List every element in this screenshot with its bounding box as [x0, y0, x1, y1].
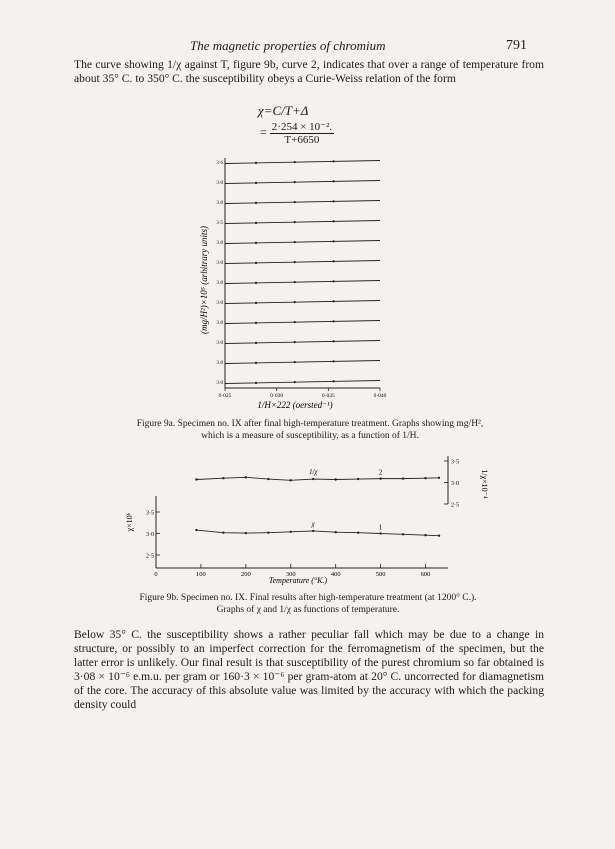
- figure-9a-y-tick-label: 3·0: [216, 321, 223, 326]
- figure-9a-x-tick-label: 0·025: [218, 393, 232, 399]
- figure-9a-series-line: [225, 181, 380, 184]
- figure-9b-left-tick-label: 2·5: [146, 553, 154, 560]
- figure-9a-point: [332, 220, 334, 222]
- figure-9a-point: [294, 341, 296, 343]
- figure-9b-caption-line2: Graphs of χ and 1/χ as functions of temperature.: [216, 605, 400, 615]
- figure-9a-series-line: [225, 321, 380, 324]
- figure-9a-point: [332, 180, 334, 182]
- figure-9b-point: [334, 478, 336, 480]
- figure-9a-point: [255, 182, 257, 184]
- figure-9b-x-tick-label: 600: [420, 571, 431, 578]
- figure-9a-point: [255, 162, 257, 164]
- figure-9b-point: [195, 478, 197, 480]
- figure-9b-chart: [108, 452, 508, 587]
- figure-9b-point: [222, 477, 224, 479]
- figure-9b-point: [357, 531, 359, 533]
- figure-9a-point: [255, 242, 257, 244]
- figure-9b-left-ylabel: χ×10⁶: [125, 512, 134, 532]
- figure-9b-x-tick-label: 200: [240, 571, 251, 578]
- figure-9a-point: [332, 200, 334, 202]
- figure-9b-point: [379, 477, 381, 479]
- figure-9b-right-tick-label: 3·0: [451, 481, 459, 487]
- figure-9a-series-line: [225, 201, 380, 204]
- figure-9a-series-line: [225, 221, 380, 224]
- figure-9b-left-tick-label: 3·0: [146, 532, 154, 538]
- figure-9b-right-tick-label: 2·5: [451, 502, 459, 509]
- figure-9a-point: [255, 202, 257, 204]
- figure-9a-xlabel: 1/H×222 (oersted⁻¹): [257, 400, 333, 410]
- closing-paragraph: Below 35° C. the susceptibility shows a rather peculiar fall which may be due to a change in structure, or possibly to an imperfect correction for the ferromagnetism of the specimen, but the latter error is unlikely. Our final result is that susceptibility of the purest chromium so far obtained is 3·08 × 10⁻⁶ e.m.u. per gram or 160·3 × 10⁻⁶ per gram-atom at 20° C. uncorrected for diamagnetism of the core. The accuracy of this absolute value was limited by the accuracy with which the packing density could: [74, 628, 544, 711]
- figure-9a-y-tick-label: 3·0: [216, 281, 223, 286]
- figure-9a-point: [294, 301, 296, 303]
- figure-9b-caption-line1: Figure 9b. Specimen no. IX. Final results after high-temperature treatment (at 1200° C.).: [139, 593, 477, 603]
- figure-9a-series-line: [225, 341, 380, 344]
- figure-9a-point: [255, 302, 257, 304]
- figure-9a-point: [332, 160, 334, 162]
- figure-9a-point: [332, 280, 334, 282]
- figure-9a-point: [294, 241, 296, 243]
- figure-9a-point: [332, 320, 334, 322]
- figure-9a-point: [294, 201, 296, 203]
- figure-9a-x-tick-label: 0·030: [270, 393, 284, 399]
- figure-9b-x-tick-label: 100: [196, 571, 206, 578]
- figure-9b-point: [195, 529, 197, 531]
- figure-9b-x-tick-label: 0: [154, 571, 158, 578]
- running-title: The magnetic properties of chromium: [190, 38, 386, 53]
- figure-9b-point: [245, 532, 247, 534]
- figure-9a-series-line: [225, 161, 380, 164]
- figure-9a-point: [255, 262, 257, 264]
- figure-9a-point: [255, 222, 257, 224]
- figure-9b-point: [402, 533, 404, 535]
- figure-9a-y-tick-label: 3·0: [216, 261, 223, 266]
- figure-9b-curve-number: 1: [378, 523, 383, 532]
- figure-9b-point: [334, 531, 336, 533]
- figure-9b-x-tick-label: 400: [330, 571, 341, 578]
- figure-9a-series-line: [225, 261, 380, 264]
- figure-9a-series-line: [225, 361, 380, 364]
- figure-9b-point: [290, 531, 292, 533]
- equation-fraction: [270, 120, 334, 146]
- figure-9b-point: [424, 477, 426, 479]
- figure-9a-x-tick-label: 0·035: [321, 393, 335, 399]
- figure-9a-series-line: [225, 281, 380, 284]
- figure-9a-point: [255, 282, 257, 284]
- figure-9b-point: [438, 534, 440, 536]
- figure-9a-y-tick-label: 3·0: [216, 181, 223, 186]
- figure-9a-y-tick-label: 3·0: [216, 241, 223, 246]
- figure-9b-plot: [146, 456, 459, 578]
- figure-9b-point: [290, 479, 292, 481]
- figure-9a-series-line: [225, 301, 380, 304]
- figure-9a-point: [332, 260, 334, 262]
- figure-9a-y-tick-label: 3·0: [216, 381, 223, 386]
- figure-9a-y-tick-label: 3·0: [216, 341, 223, 346]
- figure-9b-right-tick-label: 3·5: [451, 459, 459, 466]
- figure-9a-point: [294, 161, 296, 163]
- figure-9b-point: [438, 477, 440, 479]
- figure-9b-point: [267, 478, 269, 480]
- figure-9a-plot: [216, 158, 386, 399]
- page-number: 791: [506, 38, 527, 53]
- equation-numerator: 2·254 × 10⁻².: [271, 121, 333, 133]
- figure-9a-point: [294, 281, 296, 283]
- figure-9a-point: [332, 240, 334, 242]
- figure-9a-point: [332, 360, 334, 362]
- figure-9a-series-line: [225, 381, 380, 384]
- figure-9a-point: [294, 361, 296, 363]
- figure-9b-x-tick-label: 500: [375, 571, 386, 578]
- figure-9a-point: [255, 342, 257, 344]
- figure-9b-caption: [108, 592, 508, 616]
- figure-9a-point: [332, 380, 334, 382]
- figure-9a-series-line: [225, 241, 380, 244]
- figure-9b-point: [379, 532, 381, 534]
- figure-9a-point: [294, 181, 296, 183]
- figure-9b-series-label: χ: [311, 519, 315, 528]
- figure-9a-y-tick-label: 3·6: [216, 161, 223, 166]
- intro-paragraph: The curve showing 1/χ against T, figure 9b, curve 2, indicates that over a range of temperature from about 35° C. to 350° C. the susceptibility obeys a Curie-Weiss relation of the form: [74, 58, 544, 85]
- figure-9a-x-tick-label: 0·040: [373, 393, 387, 399]
- figure-9b-point: [267, 531, 269, 533]
- figure-9b-point: [402, 477, 404, 479]
- figure-9a-point: [294, 381, 296, 383]
- figure-9a-caption: Figure 9a. Specimen no. IX after final high-temperature treatment. Graphs showing mg/H², which is a measure of susceptibility, as a function of 1/H.: [136, 419, 484, 441]
- figure-9a-point: [255, 322, 257, 324]
- figure-9a-chart: [195, 150, 395, 412]
- figure-9b-xlabel: Temperature (°K.): [268, 576, 328, 585]
- figure-9b-curve-number: 2: [378, 468, 383, 477]
- equation-denominator: T+6650: [284, 134, 320, 146]
- figure-9a-ylabel: (mg/H²)×10⁵ (arbitrary units): [199, 226, 209, 334]
- figure-9b-point: [312, 530, 314, 532]
- figure-9a-point: [294, 261, 296, 263]
- figure-9a-point: [332, 300, 334, 302]
- curie-weiss-value: [260, 120, 334, 146]
- figure-9b-point: [312, 478, 314, 480]
- figure-9b-point: [245, 476, 247, 478]
- figure-9a-point: [255, 362, 257, 364]
- figure-9b-point: [424, 534, 426, 536]
- figure-9a-point: [332, 340, 334, 342]
- figure-9a-y-tick-label: 3·5: [216, 221, 223, 226]
- figure-9b-point: [222, 531, 224, 533]
- figure-9b-right-ylabel: 1/χ×10⁻⁴: [480, 469, 489, 499]
- figure-9b-x-tick-label: 300: [285, 571, 296, 578]
- equation-equals: =: [260, 124, 267, 139]
- curie-weiss-equation: χ=C/T+Δ: [258, 103, 309, 118]
- figure-9b-series-label: 1/χ: [308, 468, 318, 477]
- figure-9a-point: [255, 382, 257, 384]
- figure-9a-point: [294, 321, 296, 323]
- figure-9b-left-tick-label: 3·5: [146, 510, 154, 517]
- figure-9a-y-tick-label: 3·0: [216, 201, 223, 206]
- figure-9b-point: [357, 478, 359, 480]
- figure-9a-y-tick-label: 3·0: [216, 301, 223, 306]
- figure-9a-y-tick-label: 3·0: [216, 361, 223, 366]
- figure-9a-point: [294, 221, 296, 223]
